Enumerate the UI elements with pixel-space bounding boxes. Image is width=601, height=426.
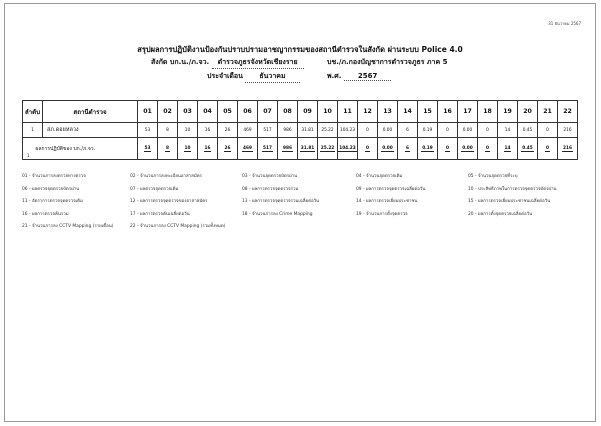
legend-item: 17 - ผลการตรวจค้นเฉลี่ยต่อวัน (130, 211, 190, 217)
summary-value (398, 138, 418, 160)
summary-value (198, 138, 218, 160)
legend-item: 11 - อัตราการตรวจจุดตรวจเดิม (22, 199, 83, 204)
row-value: 16 (198, 123, 218, 138)
summary-value (298, 138, 318, 160)
summary-value (498, 138, 518, 160)
legend-item: 15 - ผลการตรวจเยี่ยมประชาชนเฉลี่ยต่อวัน (468, 199, 551, 204)
summary-value-text: 10 (184, 146, 191, 151)
summary-value-text: 104.23 (339, 146, 356, 151)
summary-value (318, 138, 338, 160)
summary-value-text: 25.22 (320, 146, 335, 151)
month-value: ธันวาคม (245, 71, 299, 83)
row-station: สภ.ดอยหลวง (43, 123, 138, 138)
col-header-07: 07 (258, 101, 278, 123)
row-value: 469 (238, 123, 258, 138)
summary-value-text: 216 (563, 146, 572, 151)
summary-value (138, 138, 158, 160)
row-value: 53 (138, 123, 158, 138)
col-header-16: 16 (438, 101, 458, 123)
summary-value-text: 6 (406, 146, 409, 151)
legend-item: 18 - จำนวนการลง Crime Mapping (242, 211, 313, 217)
legend-item: 12 - ผลการตรวจจุดตรวจของอาสาสมัคร (130, 199, 208, 204)
table-row (23, 123, 578, 138)
summary-value-text: 53 (144, 146, 151, 151)
col-header-04: 04 (198, 101, 218, 123)
summary-value-text: 0.45 (522, 146, 533, 151)
summary-value-text: 0 (366, 146, 369, 151)
row-value: 986 (278, 123, 298, 138)
year-label: พ.ศ. (327, 72, 342, 80)
row-seq: 1 (23, 123, 43, 138)
legend-item: 10 - ประสิทธิภาพในการตรวจจุดตรวจบัตรผ่าน (468, 186, 557, 192)
summary-value-text: 0.19 (422, 146, 433, 151)
col-header-03: 03 (178, 101, 198, 123)
summary-value-text: 469 (243, 146, 252, 151)
legend-item: 14 - ผลการตรวจเยี่ยมประชาชน (356, 199, 418, 204)
row-value: 0.00 (378, 123, 398, 138)
legend-item: 16 - ผลการตรวจค้นรวม (22, 211, 69, 217)
row-value: 104.23 (338, 123, 358, 138)
summary-value-text: 31.81 (300, 146, 315, 151)
month-row (207, 71, 300, 83)
row-value: 0 (438, 123, 458, 138)
unit-value: ตำรวจภูธรจังหวัดเชียงราย (212, 57, 304, 69)
col-header-13: 13 (378, 101, 398, 123)
col-header-02: 02 (158, 101, 178, 123)
summary-value (338, 138, 358, 160)
summary-value (278, 138, 298, 160)
col-header-09: 09 (298, 101, 318, 123)
summary-value (218, 138, 238, 160)
unit-label: สังกัด บก.น./ภ.จว. (151, 58, 210, 66)
summary-value-text: 0 (446, 146, 449, 151)
legend-item: 21 - จำนวนการลง CCTV Mapping (รายเดือน) (22, 224, 114, 229)
summary-value (438, 138, 458, 160)
col-header-17: 17 (458, 101, 478, 123)
row-value: 25.22 (318, 123, 338, 138)
summary-seq: 1 (27, 152, 30, 158)
summary-value-text: 517 (263, 146, 272, 151)
summary-value (518, 138, 538, 160)
legend-item: 01 - จำนวนการลงตรวจทางตรวจ (22, 174, 86, 179)
summary-row (23, 138, 578, 160)
summary-value (238, 138, 258, 160)
row-value: 26 (218, 123, 238, 138)
summary-value-text: 14 (504, 146, 511, 151)
legend-item: 13 - ผลการตรวจจุดตรวจรวมเฉลี่ยต่อวัน (242, 199, 320, 204)
summary-value (178, 138, 198, 160)
unit-row (151, 57, 304, 69)
row-value: 0.00 (458, 123, 478, 138)
col-header-seq: ลำดับ (23, 101, 43, 123)
legend-item: 07 - ผลตรวจจุดตรวจเดิม (130, 186, 179, 192)
row-value: 0 (538, 123, 558, 138)
summary-label: ผลการปฏิบัติของ บก./ภ.จว. (35, 145, 96, 152)
col-header-11: 11 (338, 101, 358, 123)
col-header-18: 18 (478, 101, 498, 123)
legend-item: 05 - จำนวนจุดตรวจที่ระบุ (468, 174, 518, 179)
legend-item: 08 - ผลการตรวจจุดตรวจรวม (242, 186, 299, 192)
summary-value-text: 26 (224, 146, 231, 151)
col-header-01: 01 (138, 101, 158, 123)
legend-item: 06 - ผลตรวจจุดตรวจบัตรผ่าน (22, 186, 80, 192)
month-label: ประจำเดือน (207, 72, 243, 80)
year-value: 2567 (344, 72, 391, 81)
summary-value (538, 138, 558, 160)
summary-value (158, 138, 178, 160)
col-header-06: 06 (238, 101, 258, 123)
row-value: 0 (478, 123, 498, 138)
row-value: 0.19 (418, 123, 438, 138)
row-value: 8 (158, 123, 178, 138)
summary-value (478, 138, 498, 160)
row-value: 216 (558, 123, 578, 138)
col-header-10: 10 (318, 101, 338, 123)
summary-value (418, 138, 438, 160)
legend-item: 09 - ผลการตรวจจุดตรวจเฉลี่ยต่อวัน (356, 186, 426, 192)
col-header-19: 19 (498, 101, 518, 123)
summary-value (258, 138, 278, 160)
summary-value (378, 138, 398, 160)
col-header-22: 22 (558, 101, 578, 123)
year-row (327, 71, 391, 82)
col-header-20: 20 (518, 101, 538, 123)
row-value: 6 (398, 123, 418, 138)
summary-value-text: 0.00 (382, 146, 393, 151)
table-header-row (23, 101, 578, 123)
row-value: 31.81 (298, 123, 318, 138)
summary-value (458, 138, 478, 160)
col-header-15: 15 (418, 101, 438, 123)
summary-value-text: 0.00 (462, 146, 473, 151)
legend-item: 03 - จำนวนจุดตรวจบัตรผ่าน (242, 174, 298, 179)
summary-value-text: 16 (204, 146, 211, 151)
report-title: สรุปผลการปฏิบัติงานป้องกันปราบปรามอาชญากรรมของสถานีตำรวจในสังกัด ผ่านระบบ Police 4.0 (137, 45, 463, 54)
legend-item: 22 - จำนวนการลง CCTV Mapping (รวมทั้งหมด) (130, 224, 226, 229)
summary-value-text: 0 (546, 146, 549, 151)
summary-value (358, 138, 378, 160)
col-header-08: 08 (278, 101, 298, 123)
row-value: 10 (178, 123, 198, 138)
col-header-14: 14 (398, 101, 418, 123)
col-header-station: สถานีตำรวจ (43, 101, 138, 123)
row-value: 0.45 (518, 123, 538, 138)
col-header-05: 05 (218, 101, 238, 123)
legend-item: 19 - จำนวนการตั้งจุดตรวจ (356, 211, 408, 217)
print-date: 31 ธันวาคม 2567 (548, 21, 581, 26)
command-label: บช./ภ.กองบัญชาการตำรวจภูธร ภาค 5 (327, 58, 448, 66)
row-value: 0 (358, 123, 378, 138)
summary-value (558, 138, 578, 160)
col-header-21: 21 (538, 101, 558, 123)
row-value: 517 (258, 123, 278, 138)
summary-value-text: 986 (283, 146, 292, 151)
summary-table (22, 100, 578, 160)
summary-label-cell (23, 138, 138, 160)
col-header-12: 12 (358, 101, 378, 123)
summary-value-text: 0 (486, 146, 489, 151)
legend-item: 04 - จำนวนจุดตรวจเดิม (356, 174, 403, 179)
legend-item: 20 - ผลการตั้งจุดตรวจเฉลี่ยต่อวัน (468, 211, 533, 217)
legend-item: 02 - จำนวนการลงทะเบียนอาสาสมัคร (130, 174, 203, 179)
row-value: 14 (498, 123, 518, 138)
summary-value-text: 8 (166, 146, 169, 151)
